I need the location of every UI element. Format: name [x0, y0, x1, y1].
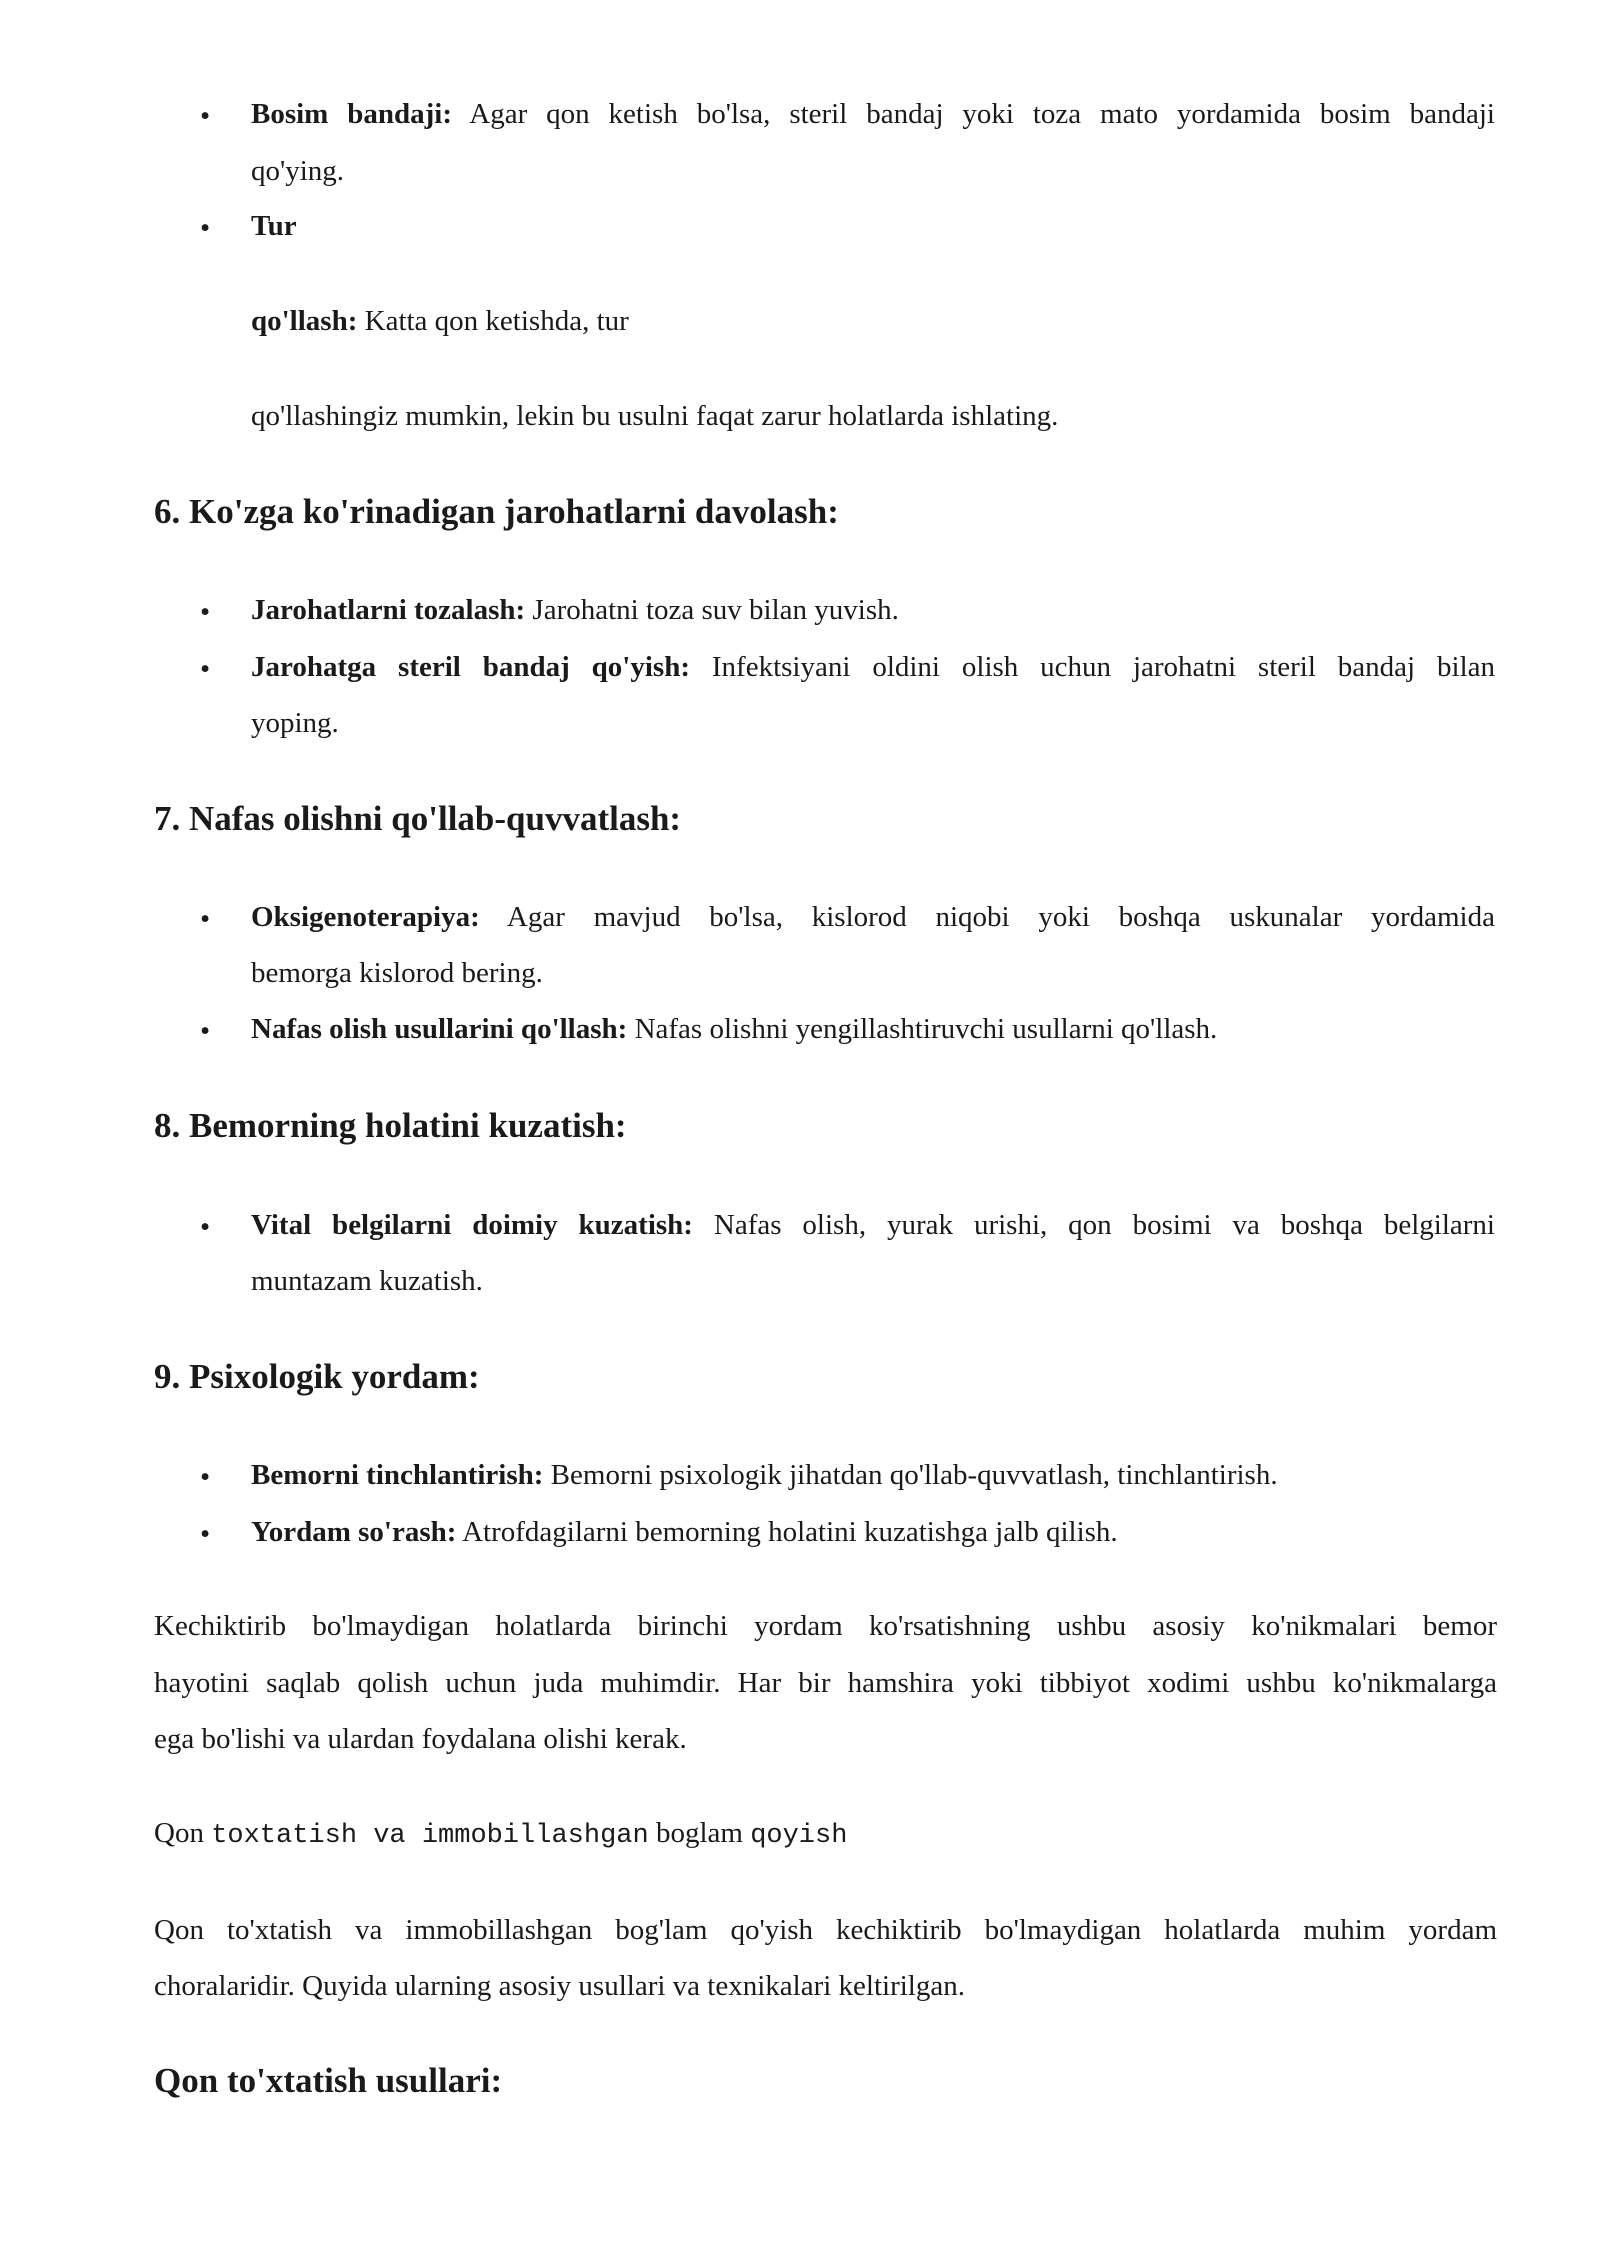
- list-item-bosim-line2: qo'ying.: [251, 155, 345, 187]
- item-label: Nafas olish usullarini qo'llash:: [251, 1013, 628, 1045]
- list-item-s6-2-line2: yoping.: [251, 707, 339, 739]
- section-heading-6: 6. Ko'zga ko'rinadigan jarohatlarni davolash:: [154, 492, 839, 531]
- item-text: Nafas olish, yurak urishi, qon bosimi va boshqa belgilarni: [692, 1209, 1495, 1241]
- item-text: Jarohatni toza suv bilan yuvish.: [525, 594, 899, 626]
- subtitle-part-mono: qoyish: [750, 1821, 848, 1851]
- list-item-tur-label: Tur: [251, 210, 297, 242]
- conclusion-line3: ega bo'lishi va ulardan foydalana olishi kerak.: [154, 1723, 687, 1755]
- intro-line1: Qon to'xtatish va immobillashgan bog'lam qo'yish kechiktirib bo'lmaydigan holatlarda muhim yordam: [154, 1914, 1497, 1946]
- list-item-bosim-line1: [251, 94, 1495, 134]
- section-heading-8: 8. Bemorning holatini kuzatish:: [154, 1106, 627, 1145]
- item-text: Agar mavjud bo'lsa, kislorod niqobi yoki boshqa uskunalar yordamida: [479, 901, 1495, 933]
- item-text: Katta qon ketishda, tur: [357, 305, 629, 337]
- intro-line2: choralaridir. Quyida ularning asosiy usullari va texnikalari keltirilgan.: [154, 1970, 965, 2002]
- item-text: Atrofdagilarni bemorning holatini kuzatishga jalb qilish.: [456, 1516, 1118, 1548]
- item-label: Jarohatlarni tozalash:: [251, 594, 526, 626]
- item-label: Oksigenoterapiya:: [251, 901, 480, 933]
- bullet-marker: •: [200, 100, 211, 132]
- list-item-tur-sub: [251, 301, 629, 341]
- item-label: Bosim bandaji:: [251, 98, 452, 130]
- section-heading-7: 7. Nafas olishni qo'llab-quvvatlash:: [154, 799, 682, 838]
- bullet-marker: •: [200, 1518, 211, 1550]
- section-heading-9: 9. Psixologik yordam:: [154, 1357, 480, 1396]
- conclusion-line2: hayotini saqlab qolish uchun juda muhimdir. Har bir hamshira yoki tibbiyot xodimi ushbu ko'nikmalarga: [154, 1667, 1497, 1699]
- conclusion-line1: Kechiktirib bo'lmaydigan holatlarda birinchi yordam ko'rsatishning ushbu asosiy ko'nikmalari bemor: [154, 1610, 1497, 1642]
- list-item-s8-1-line1: [251, 1205, 1495, 1245]
- item-text: Bemorni psixologik jihatdan qo'llab-quvvatlash, tinchlantirish.: [543, 1459, 1278, 1491]
- list-item-s6-2-line1: [251, 647, 1495, 687]
- bullet-marker: •: [200, 653, 211, 685]
- list-item-s7-2: [251, 1009, 1217, 1049]
- list-item-s9-1: [251, 1455, 1278, 1495]
- item-label: Bemorni tinchlantirish:: [251, 1459, 544, 1491]
- subtitle-part-mono: toxtatish va immobillashgan: [211, 1821, 649, 1851]
- list-item-s7-1-line2: bemorga kislorod bering.: [251, 957, 543, 989]
- bullet-marker: •: [200, 1015, 211, 1047]
- item-label: Vital belgilarni doimiy kuzatish:: [251, 1209, 693, 1241]
- list-item-s8-1-line2: muntazam kuzatish.: [251, 1265, 483, 1297]
- item-label: Yordam so'rash:: [251, 1516, 457, 1548]
- list-item-s6-1: [251, 590, 899, 630]
- final-heading: Qon to'xtatish usullari:: [154, 2061, 503, 2100]
- item-label: qo'llash:: [251, 305, 358, 337]
- bullet-marker: •: [200, 1461, 211, 1493]
- bullet-marker: •: [200, 903, 211, 935]
- item-text: Infektsiyani oldini olish uchun jarohatni steril bandaj bilan: [690, 651, 1495, 683]
- item-text: Agar qon ketish bo'lsa, steril bandaj yoki toza mato yordamida bosim bandaji: [452, 98, 1495, 130]
- subtitle-part: Qon: [154, 1817, 212, 1849]
- list-item-s7-1-line1: [251, 897, 1495, 937]
- bullet-marker: •: [200, 596, 211, 628]
- bullet-marker: •: [200, 212, 211, 244]
- subtitle-part: boglam: [648, 1817, 751, 1849]
- item-label: Jarohatga steril bandaj qo'yish:: [251, 651, 690, 683]
- list-item-tur-cont: qo'llashingiz mumkin, lekin bu usulni faqat zarur holatlarda ishlating.: [251, 400, 1059, 432]
- subtitle-line: [154, 1813, 847, 1856]
- bullet-marker: •: [200, 1211, 211, 1243]
- list-item-s9-2: [251, 1512, 1118, 1552]
- item-text: Nafas olishni yengillashtiruvchi usullarni qo'llash.: [627, 1013, 1218, 1045]
